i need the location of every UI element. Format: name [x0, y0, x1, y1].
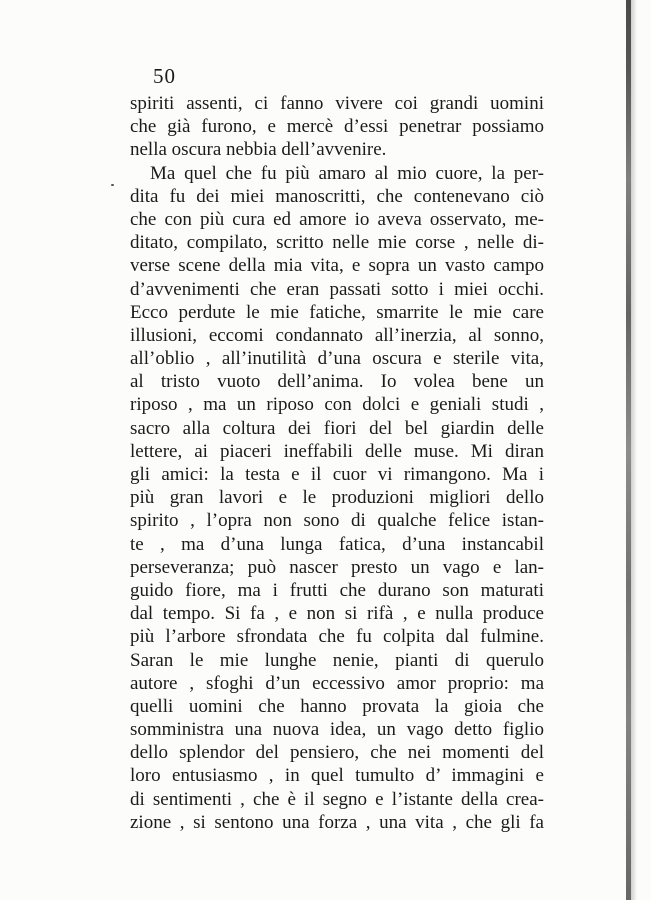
text-line: di sentimenti , che è il segno e l’istante della crea-	[130, 788, 544, 810]
body-text	[130, 92, 544, 834]
text-line: perseveranza; può nascer presto un vago e lan-	[130, 556, 544, 578]
text-line: te , ma d’una lunga fatica, d’una instancabil	[130, 533, 544, 555]
text-line: zione , si sentono una forza , una vita , che gli fa	[130, 811, 544, 833]
text-line: Ecco perdute le mie fatiche, smarrite le mie care	[130, 301, 544, 323]
text-line: spirito , l’opra non sono di qualche felice istan-	[130, 510, 544, 532]
text-line: dello splendor del pensiero, che nei momenti del	[130, 742, 544, 764]
text-line: gli amici: la testa e il cuor vi rimangono. Ma i	[130, 464, 544, 485]
spine-shadow	[631, 0, 637, 900]
text-line: Ma quel che fu più amaro al mio cuore, la per-	[150, 162, 544, 184]
text-line: Saran le mie lunghe nenie, pianti di querulo	[130, 649, 544, 671]
text-line: sacro alla coltura dei fiori del bel giardin delle	[130, 417, 544, 439]
text-line: spiriti assenti, ci fanno vivere coi grandi uomini	[130, 93, 544, 114]
text-line: autore , sfoghi d’un eccessivo amor proprio: ma	[130, 672, 544, 694]
text-line: nella oscura nebbia dell’avvenire.	[130, 139, 387, 161]
text-line: dita fu dei miei manoscritti, che contenevano ciò	[130, 185, 544, 207]
text-line: illusioni, eccomi condannato all’inerzia, al sonno,	[130, 324, 544, 346]
text-line: somministra una nuova idea, un vago detto figlio	[130, 719, 544, 741]
text-line: quelli uomini che hanno provata la gioia che	[130, 695, 544, 717]
text-line: più gran lavori e le produzioni migliori dello	[130, 487, 544, 509]
text-line: riposo , ma un riposo con dolci e geniali studi ,	[130, 394, 544, 416]
text-line: ditato, compilato, scritto nelle mie corse , nelle di-	[130, 232, 544, 254]
page-number: 50	[153, 64, 176, 88]
text-line: che con più cura ed amore io aveva osservato, me-	[130, 208, 544, 230]
text-line: guido fiore, ma i frutti che durano son maturati	[130, 579, 544, 601]
text-line: verse scene della mia vita, e sopra un vasto campo	[130, 255, 544, 277]
text-line: all’oblio , all’inutilità d’una oscura e sterile vita,	[130, 348, 544, 370]
text-line: loro entusiasmo , in quel tumulto d’ immagini e	[130, 765, 544, 787]
text-line: più l’arbore sfrondata che fu colpita dal fulmine.	[130, 626, 544, 648]
text-line: d’avvenimenti che eran passati sotto i miei occhi.	[130, 278, 544, 300]
text-line: dal tempo. Si fa , e non si rifà , e nulla produce	[130, 603, 544, 625]
text-line: lettere, ai piaceri ineffabili delle muse. Mi diran	[130, 440, 544, 462]
text-line: che già furono, e mercè d’essi penetrar possiamo	[130, 116, 544, 138]
ink-speck	[111, 184, 114, 186]
text-line: al tristo vuoto dell’anima. Io volea bene un	[130, 371, 544, 393]
